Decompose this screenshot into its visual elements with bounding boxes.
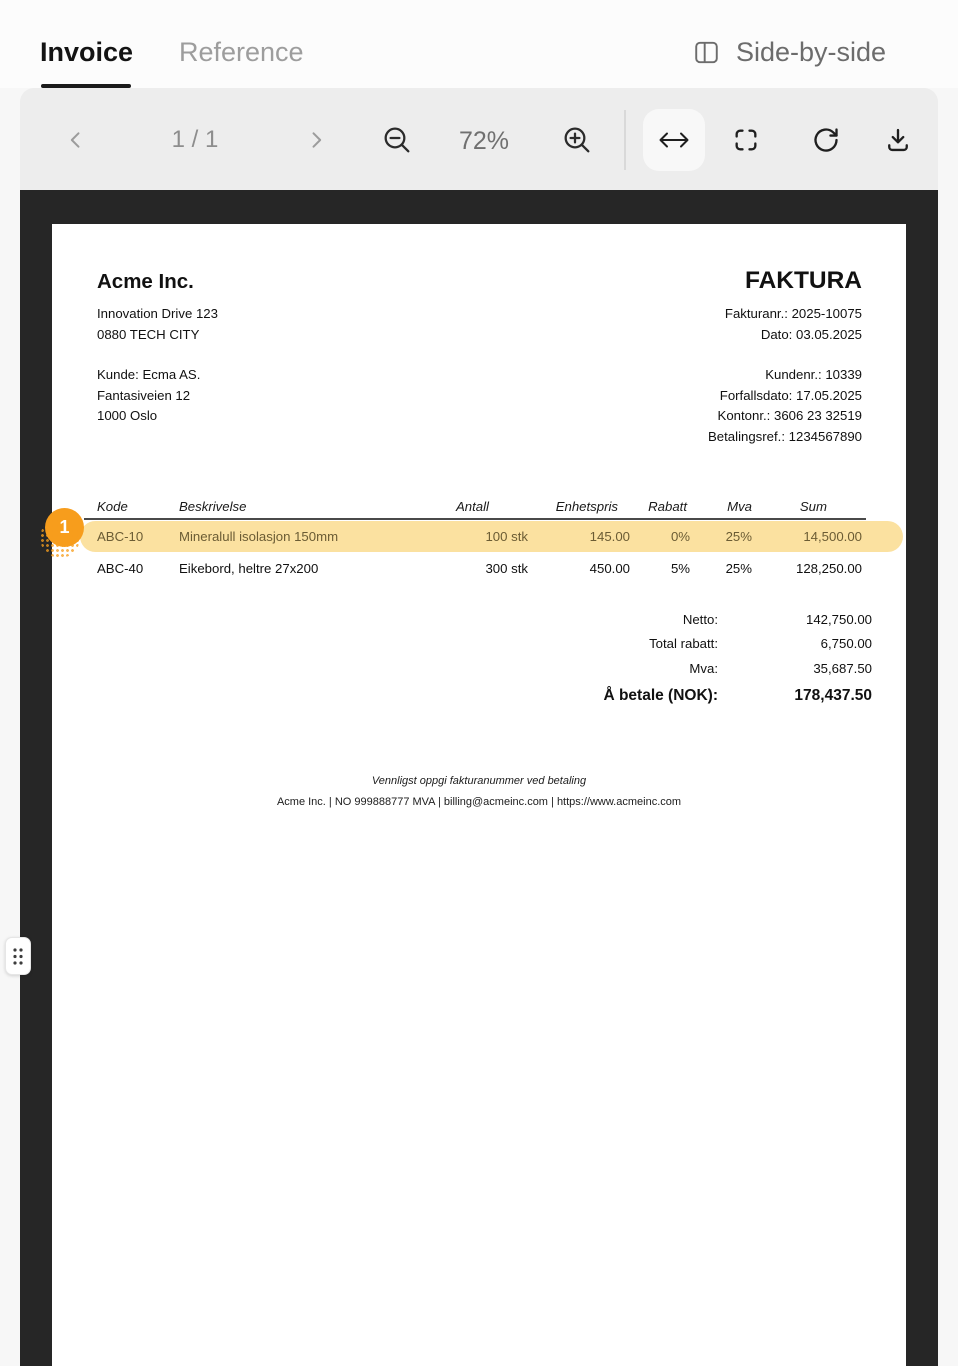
customer-number: Kundenr.: 10339 bbox=[765, 367, 862, 382]
col-header-kode: Kode bbox=[97, 498, 128, 514]
cell-rabatt: 0% bbox=[670, 528, 690, 544]
grand-total bbox=[352, 682, 872, 710]
company-contact-line: Acme Inc. | NO 999888777 MVA | billing@acmeinc.com | https://www.acmeinc.com bbox=[276, 796, 682, 808]
invoice-date: Dato: 03.05.2025 bbox=[760, 326, 862, 342]
col-header-beskrivelse: Beskrivelse bbox=[179, 498, 247, 514]
col-header-antall: Antall bbox=[456, 498, 489, 514]
line-items-table bbox=[84, 494, 866, 584]
cell-sum: 128,250.00 bbox=[795, 560, 862, 576]
payment-reference: Betalingsref.: 1234567890 bbox=[708, 428, 862, 444]
invoice-number: Fakturanr.: 2025-10075 bbox=[724, 306, 862, 321]
invoice-page bbox=[52, 224, 906, 1366]
totals-netto bbox=[352, 608, 872, 632]
horizontal-arrows-icon bbox=[656, 128, 692, 152]
rotate-clockwise-icon bbox=[812, 126, 840, 154]
cell-rabatt: 5% bbox=[670, 560, 690, 576]
previous-page-button[interactable] bbox=[60, 124, 92, 156]
totals-value: 142,750.00 bbox=[805, 612, 872, 627]
payment-note: Vennligst oppgi fakturanummer ved betaling bbox=[371, 775, 587, 787]
cell-mva: 25% bbox=[725, 528, 752, 544]
col-header-enhetspris: Enhetspris bbox=[555, 498, 618, 514]
document-title: FAKTURA bbox=[744, 267, 862, 294]
company-address-line2: 0880 TECH CITY bbox=[97, 326, 200, 342]
grand-total-label: Å betale (NOK): bbox=[603, 687, 718, 704]
totals-mva bbox=[352, 657, 872, 681]
chevron-left-icon bbox=[66, 130, 86, 150]
side-by-side-button[interactable] bbox=[692, 34, 886, 70]
totals-value: 35,687.50 bbox=[813, 661, 872, 676]
pdf-viewer[interactable] bbox=[20, 190, 938, 1366]
top-bar bbox=[0, 0, 958, 88]
cell-enhetspris: 145.00 bbox=[589, 528, 630, 544]
table-row bbox=[84, 552, 866, 584]
rotate-button[interactable] bbox=[808, 122, 844, 158]
account-number: Kontonr.: 3606 23 32519 bbox=[717, 408, 862, 423]
fullscreen-brackets-icon bbox=[732, 126, 760, 154]
col-header-mva: Mva bbox=[727, 498, 752, 514]
tab-invoice[interactable]: Invoice bbox=[40, 37, 134, 67]
download-button[interactable] bbox=[880, 122, 916, 158]
grand-total-value: 178,437.50 bbox=[794, 687, 872, 704]
zoom-in-button[interactable] bbox=[558, 121, 596, 159]
pdf-toolbar bbox=[20, 88, 938, 190]
cell-enhetspris: 450.00 bbox=[589, 560, 630, 576]
customer-line2: Fantasiveien 12 bbox=[97, 387, 191, 403]
cell-mva: 25% bbox=[725, 560, 752, 576]
invoice-meta-top bbox=[725, 304, 862, 345]
cell-kode: ABC-10 bbox=[97, 528, 144, 544]
cell-kode: ABC-40 bbox=[97, 560, 144, 576]
toolbar-divider bbox=[624, 110, 626, 170]
totals-rabatt bbox=[352, 632, 872, 656]
cell-antall: 100 stk bbox=[485, 528, 528, 544]
magnifier-minus-icon bbox=[381, 124, 413, 156]
col-header-sum: Sum bbox=[799, 498, 827, 514]
split-panes-icon bbox=[692, 38, 721, 67]
panel-drag-handle[interactable] bbox=[5, 937, 31, 975]
totals-value: 6,750.00 bbox=[820, 636, 872, 651]
next-page-button[interactable] bbox=[300, 124, 332, 156]
magnifier-plus-icon bbox=[561, 124, 593, 156]
zoom-level: 72% bbox=[458, 127, 510, 155]
col-header-rabatt: Rabatt bbox=[648, 498, 687, 514]
customer-line1: Kunde: Ecma AS. bbox=[97, 367, 201, 382]
cell-antall: 300 stk bbox=[485, 560, 528, 576]
side-by-side-label: Side-by-side bbox=[736, 37, 887, 67]
table-row bbox=[84, 520, 866, 552]
totals-label: Mva: bbox=[689, 661, 718, 676]
download-icon bbox=[884, 126, 912, 154]
company-name: Acme Inc. bbox=[97, 270, 194, 293]
fullscreen-button[interactable] bbox=[728, 122, 764, 158]
chevron-right-icon bbox=[306, 130, 326, 150]
company-address-line1: Innovation Drive 123 bbox=[97, 306, 218, 321]
totals-label: Netto: bbox=[682, 612, 718, 627]
page-indicator: 1 / 1 bbox=[171, 126, 219, 153]
invoice-meta-bottom bbox=[708, 365, 862, 447]
customer-line3: 1000 Oslo bbox=[97, 408, 158, 423]
zoom-out-button[interactable] bbox=[378, 121, 416, 159]
fit-width-button[interactable] bbox=[643, 109, 705, 171]
pdf-panel bbox=[20, 88, 938, 1366]
customer-block bbox=[97, 365, 200, 427]
tab-reference[interactable]: Reference bbox=[179, 37, 304, 67]
cell-sum: 14,500.00 bbox=[803, 528, 862, 544]
cell-beskrivelse: Mineralull isolasjon 150mm bbox=[179, 528, 339, 544]
grip-dots-icon bbox=[12, 947, 24, 966]
cell-beskrivelse: Eikebord, heltre 27x200 bbox=[179, 560, 319, 576]
totals-label: Total rabatt: bbox=[649, 636, 718, 651]
company-address bbox=[97, 304, 218, 345]
annotation-badge-1: 1 bbox=[45, 508, 84, 547]
due-date: Forfallsdato: 17.05.2025 bbox=[719, 387, 862, 403]
table-header-row bbox=[84, 494, 866, 518]
